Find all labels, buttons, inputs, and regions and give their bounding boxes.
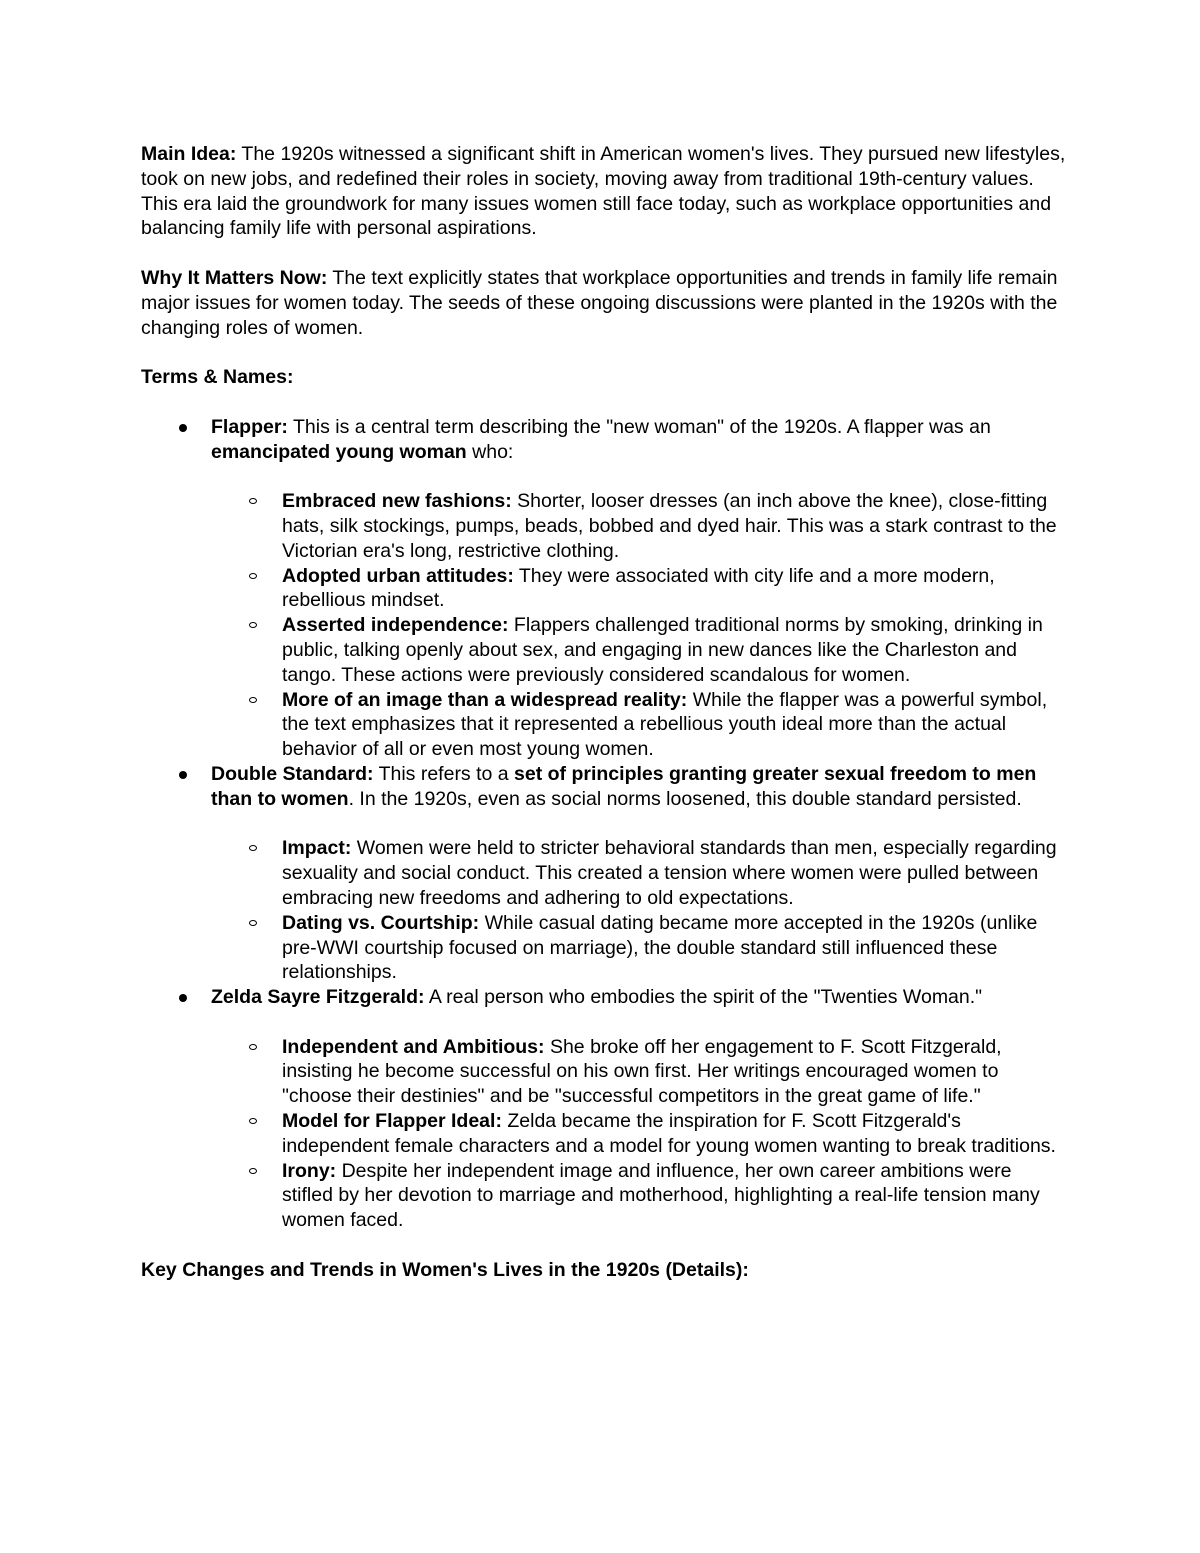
- circle-bullet-icon: [249, 498, 257, 504]
- zelda-text: A real person who embodies the spirit of the "Twenties Woman.": [424, 986, 983, 1009]
- sub-item-label: Independent and Ambitious:: [282, 1035, 545, 1058]
- why-it-matters-label: Why It Matters Now:: [141, 266, 328, 289]
- circle-bullet-icon: [249, 1118, 257, 1124]
- bullet-icon: [179, 424, 187, 432]
- double-standard-text: This refers to a: [373, 762, 515, 785]
- bullet-icon: [179, 771, 187, 779]
- sub-item-label: Model for Flapper Ideal:: [282, 1110, 502, 1133]
- list-item-zelda: [141, 985, 1066, 1010]
- sub-item-text: They were associated with city life and a more modern, rebellious mindset.: [282, 564, 995, 612]
- double-standard-label: Double Standard:: [211, 762, 374, 785]
- main-idea-text: The 1920s witnessed a significant shift in American women's lives. They pursued new lifestyles, took on new jobs, and redefined their roles in society, moving away from traditional 19th-century values. This era laid the groundwork for many issues women still face today, such as workplace opportunities and balancing family life with personal aspirations.: [141, 143, 1066, 240]
- circle-bullet-icon: [249, 920, 257, 926]
- list-item-image-vs-reality: [141, 688, 1066, 762]
- circle-bullet-icon: [249, 1168, 257, 1174]
- why-it-matters-paragraph: [141, 266, 1066, 340]
- circle-bullet-icon: [249, 573, 257, 579]
- list-item-independent-ambitious: [141, 1035, 1066, 1109]
- main-idea-label: Main Idea:: [141, 143, 237, 165]
- list-item-impact: [141, 836, 1066, 910]
- sub-item-text: Zelda became the inspiration for F. Scott Fitzgerald's independent female characters and a model for young women wanting to break traditions.: [282, 1110, 1056, 1157]
- flapper-text-end: who:: [466, 440, 514, 463]
- list-item-urban-attitudes: [141, 564, 1066, 614]
- list-item-dating-courtship: [141, 911, 1066, 985]
- sub-item-text: Women were held to stricter behavioral standards than men, especially regarding sexuality and social conduct. This created a tension where women were pulled between embracing new freedoms and adhering to old expectations.: [282, 837, 1057, 909]
- flapper-text: This is a central term describing the "new woman" of the 1920s. A flapper was an: [287, 415, 991, 438]
- sub-item-label: Irony:: [282, 1159, 337, 1182]
- circle-bullet-icon: [249, 622, 257, 628]
- list-item-flapper: [141, 415, 1066, 465]
- circle-bullet-icon: [249, 845, 257, 851]
- sub-item-label: Impact:: [282, 837, 352, 860]
- flapper-label: Flapper:: [211, 415, 288, 438]
- circle-bullet-icon: [249, 1044, 257, 1050]
- list-item-double-standard: [141, 762, 1066, 812]
- zelda-label: Zelda Sayre Fitzgerald:: [211, 986, 425, 1009]
- sub-item-text: She broke off her engagement to F. Scott Fitzgerald, insisting he become successful on his own first. Her writings encouraged women to "choose their destinies" and be "successful competitors in the great game of life.": [282, 1035, 1002, 1108]
- sub-item-label: Dating vs. Courtship:: [282, 911, 480, 934]
- sub-item-label: Asserted independence:: [282, 614, 509, 637]
- terms-heading: Terms & Names:: [141, 366, 294, 389]
- bullet-icon: [179, 994, 187, 1002]
- why-it-matters-text: The text explicitly states that workplace opportunities and trends in family life remain major issues for women today. The seeds of these ongoing discussions were planted in the 1920s with the changing roles of women.: [141, 266, 1058, 339]
- flapper-bold: emancipated young woman: [211, 440, 467, 463]
- double-standard-bold: set of principles granting greater sexual freedom to men than to women: [211, 762, 1037, 810]
- key-changes-heading: Key Changes and Trends in Women's Lives in the 1920s (Details):: [141, 1258, 749, 1281]
- document-page: [141, 142, 1066, 1283]
- circle-bullet-icon: [249, 697, 257, 703]
- sub-item-label: Adopted urban attitudes:: [282, 564, 514, 587]
- sub-item-text: While the flapper was a powerful symbol, the text emphasizes that it represented a rebellious youth ideal more than the actual behavior of all or even most young women.: [282, 688, 1048, 761]
- list-item-independence: [141, 613, 1066, 687]
- sub-item-text: Shorter, looser dresses (an inch above the knee), close-fitting hats, silk stockings, pumps, beads, bobbed and dyed hair. This was a stark contrast to the Victorian era's long, restrictive clothing.: [282, 490, 1057, 562]
- main-idea-paragraph: [141, 142, 1066, 241]
- sub-item-label: Embraced new fashions:: [282, 490, 512, 513]
- sub-item-text: While casual dating became more accepted in the 1920s (unlike pre-WWI courtship focused on marriage), the double standard still influenced these relationships.: [282, 911, 1038, 984]
- double-standard-text-end: . In the 1920s, even as social norms loosened, this double standard persisted.: [348, 787, 1022, 810]
- sub-item-text: Despite her independent image and influence, her own career ambitions were stifled by her devotion to marriage and motherhood, highlighting a real-life tension many women faced.: [282, 1159, 1040, 1232]
- sub-item-label: More of an image than a widespread reality:: [282, 688, 688, 711]
- list-item-fashions: [141, 489, 1066, 563]
- list-item-irony: [141, 1159, 1066, 1233]
- sub-item-text: Flappers challenged traditional norms by smoking, drinking in public, talking openly about sex, and engaging in new dances like the Charleston and tango. These actions were previously considered scandalous for women.: [282, 614, 1043, 686]
- list-item-flapper-model: [141, 1109, 1066, 1159]
